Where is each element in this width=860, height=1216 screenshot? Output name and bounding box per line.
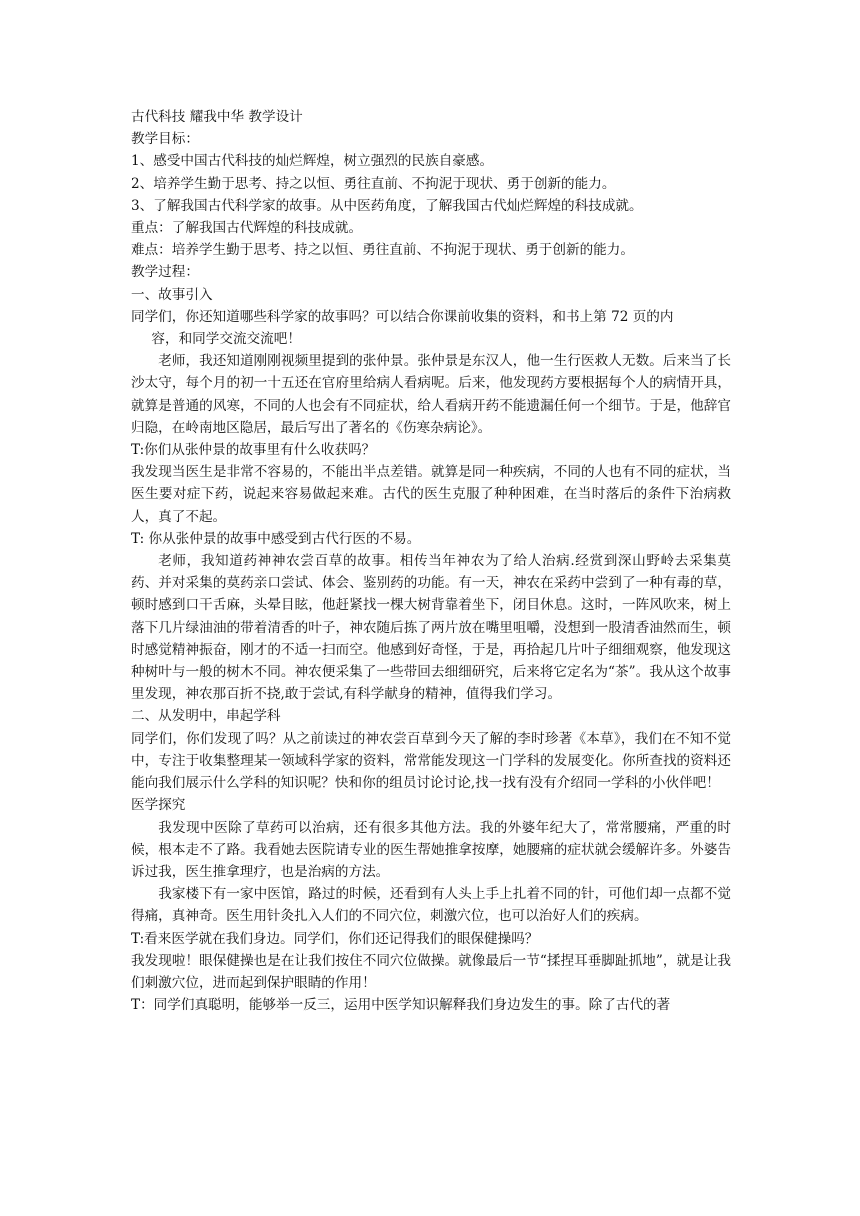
massage-paragraph: 我发现中医除了草药可以治病，还有很多其他方法。我的外婆年纪大了，常常腰痛，严重的时候，根本走不了路。我看她去医院请专业的医生帮她推拿按摩，她腰痛的症状就会缓解许多。外婆告诉过我，医生推拿理疗，也是治病的方法。 (131, 819, 731, 880)
goal-item-1: 1、感受中国古代科技的灿烂辉煌，树立强烈的民族自豪感。 (131, 153, 494, 170)
student-answer-1: 我发现当医生是非常不容易的，不能出半点差错。就算是同一种疾病，不同的人也有不同的症状，当医生要对症下药，说起来容易做起来难。古代的医生克服了种种困难，在当时落后的条件下治病救人，真了不起。 (131, 464, 731, 525)
eye-exercise-paragraph: 我发现啦！眼保健操也是在让我们按住不同穴位做操。就像最后一节“揉捏耳垂脚趾抓地”，就是让我们刺激穴位，进而起到保护眼睛的作用！ (131, 952, 731, 991)
section-1-heading: 一、故事引入 (131, 286, 213, 303)
teacher-remark-2: T：同学们真聪明，能够举一反三，运用中医学知识解释我们身边发生的事。除了古代的著 (131, 997, 671, 1014)
document-title: 古代科技 耀我中华 教学设计 (131, 109, 303, 125)
acupuncture-paragraph: 我家楼下有一家中医馆，路过的时候，还看到有人头上手上扎着不同的针，可他们却一点都不觉得痛，真神奇。医生用针灸扎入人们的不同穴位，刺激穴位，也可以治好人们的疾病。 (131, 886, 731, 925)
shennong-paragraph: 老师，我知道药神神农尝百草的故事。相传当年神农为了给人治病.经赏到深山野岭去采集莫药、并对采集的莫药亲口尝试、体会、鉴别药的功能。有一天，神农在采药中尝到了一种有毒的草，顿时感到口干舌麻，头晕目眩，他赶紧找一棵大树背靠着坐下，闭目休息。这时，一阵风吹来，树上落下几片绿油油的带着清香的叶子，神农随后拣了两片放在嘴里咀嚼，没想到一股清香油然而生，顿时感觉精神振奋，刚才的不适一扫而空。他感到好奇怪，于是，再拾起几片叶子细细观察，他发现这种树叶与一般的树木不同。神农便采集了一些带回去细细研究，后来将它定名为“茶”。我从这个故事里发现，神农那百折不挠,敢于尝试,有科学献身的精神，值得我们学习。 (131, 553, 731, 703)
intro-paragraph-line-2: 容，和同学交流交流吧！ (151, 331, 301, 348)
intro-paragraph-line-1: 同学们，你还知道哪些科学家的故事吗？可以结合你课前收集的资料，和书上第 72 页的内 (131, 308, 674, 325)
teacher-remark-1: T: 你从张仲景的故事中感受到古代行医的不易。 (131, 530, 421, 547)
teacher-question-1: T:你们从张仲景的故事里有什么收获吗？ (131, 442, 376, 459)
section-2-heading: 二、从发明中，串起学科 (131, 708, 281, 725)
zhang-zhongjing-paragraph: 老师，我还知道刚刚视频里提到的张仲景。张仲景是东汉人，他一生行医救人无数。后来当了长沙太守，每个月的初一十五还在官府里给病人看病呢。后来，他发现药方要根据每个人的病情开具，就算是普通的风寒，不同的人也会有不同症状，给人看病开药不能遗漏任何一个细节。于是，他辞官归隐，在岭南地区隐居，最后写出了著名的《伤寒杂病论》。 (131, 353, 731, 436)
document-page (131, 106, 731, 1016)
medicine-subheading: 医学探究 (131, 797, 186, 814)
goal-item-2: 2、培养学生勤于思考、持之以恒、勇往直前、不拘泥于现状、勇于创新的能力。 (131, 175, 616, 192)
process-heading: 教学过程： (131, 264, 199, 281)
teacher-question-2: T:看来医学就在我们身边。同学们，你们还记得我们的眼保健操吗？ (131, 930, 539, 947)
goal-item-3: 3、了解我国古代科学家的故事。从中医药角度，了解我国古代灿烂辉煌的科技成就。 (131, 197, 643, 214)
subject-paragraph: 同学们，你们发现了吗？从之前读过的神农尝百草到今天了解的李时珍著《本草》，我们在不知不觉中，专注于收集整理某一领域科学家的资料，常常能发现这一门学科的发展变化。你所查找的资料还能向我们展示什么学科的知识呢？快和你的组员讨论讨论,找一找有没有介绍同一学科的小伙伴吧！ (131, 730, 731, 792)
key-point: 重点：了解我国古代辉煌的科技成就。 (131, 220, 363, 237)
difficulty: 难点：培养学生勤于思考、持之以恒、勇往直前、不拘泥于现状、勇于创新的能力。 (131, 242, 634, 259)
goals-heading: 教学目标： (131, 131, 199, 148)
